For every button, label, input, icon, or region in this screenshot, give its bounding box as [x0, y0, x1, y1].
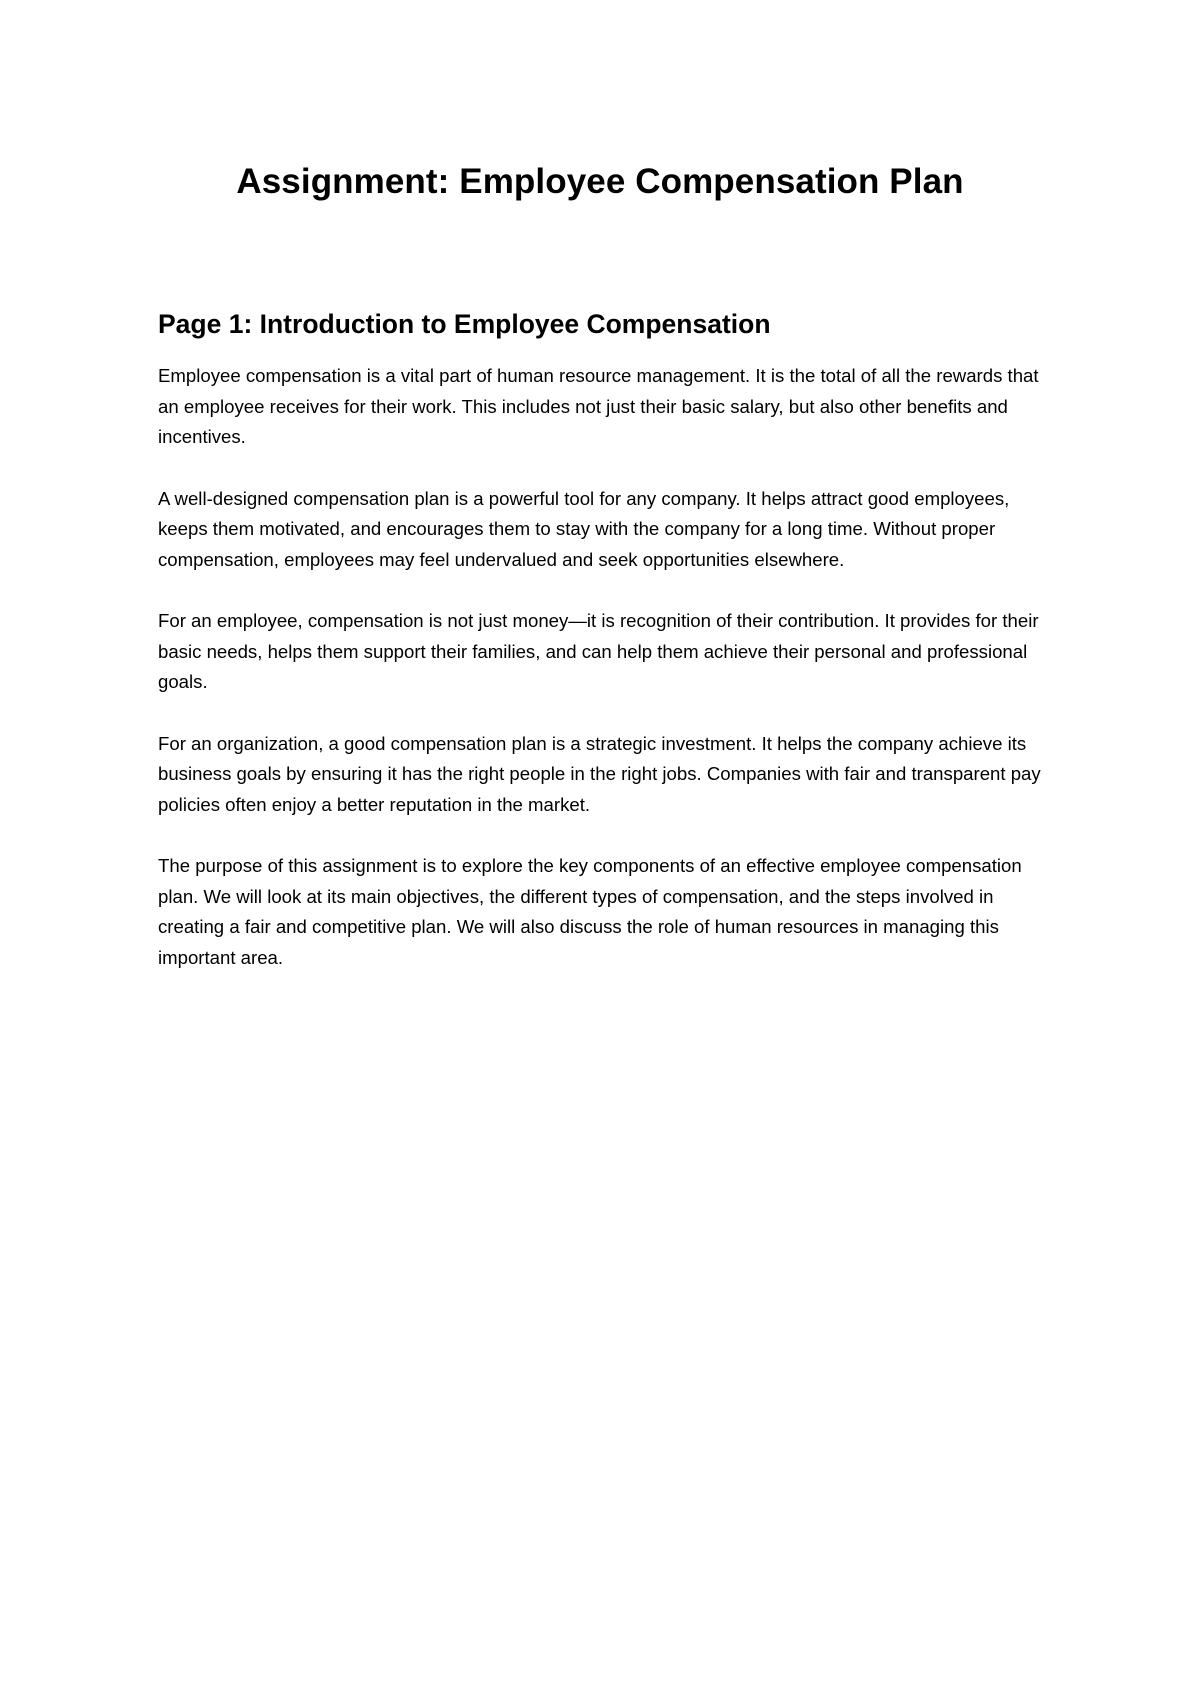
paragraph: For an organization, a good compensation plan is a strategic investment. It helps the company achieve its business goals by ensuring it has the right people in the right jobs. Companies with fair and transparent pay policies often enjoy a better reputation in the market.	[158, 732, 1041, 815]
paragraph: Employee compensation is a vital part of human resource management. It is the total of all the rewards that an employee receives for their work. This includes not just their basic salary, but also other benefits and incentives.	[158, 365, 1039, 447]
section-heading: Page 1: Introduction to Employee Compensation	[158, 309, 771, 339]
section-content	[158, 306, 1058, 1004]
document-title: Assignment: Employee Compensation Plan	[236, 162, 964, 201]
paragraph: A well-designed compensation plan is a powerful tool for any company. It helps attract good employees, keeps them motivated, and encourages them to stay with the company for a long time. Without proper compensation, employees may feel undervalued and seek opportunities elsewhere.	[158, 487, 1010, 570]
paragraph: The purpose of this assignment is to explore the key components of an effective employee compensation plan. We will look at its main objectives, the different types of compensation, and the steps involved in creating a fair and competitive plan. We will also discuss the role of human resources in managing this important area.	[158, 855, 1022, 968]
paragraph: For an employee, compensation is not just money—it is recognition of their contribution. It provides for their basic needs, helps them support their families, and can help them achieve their personal and professional goals.	[158, 610, 1039, 692]
